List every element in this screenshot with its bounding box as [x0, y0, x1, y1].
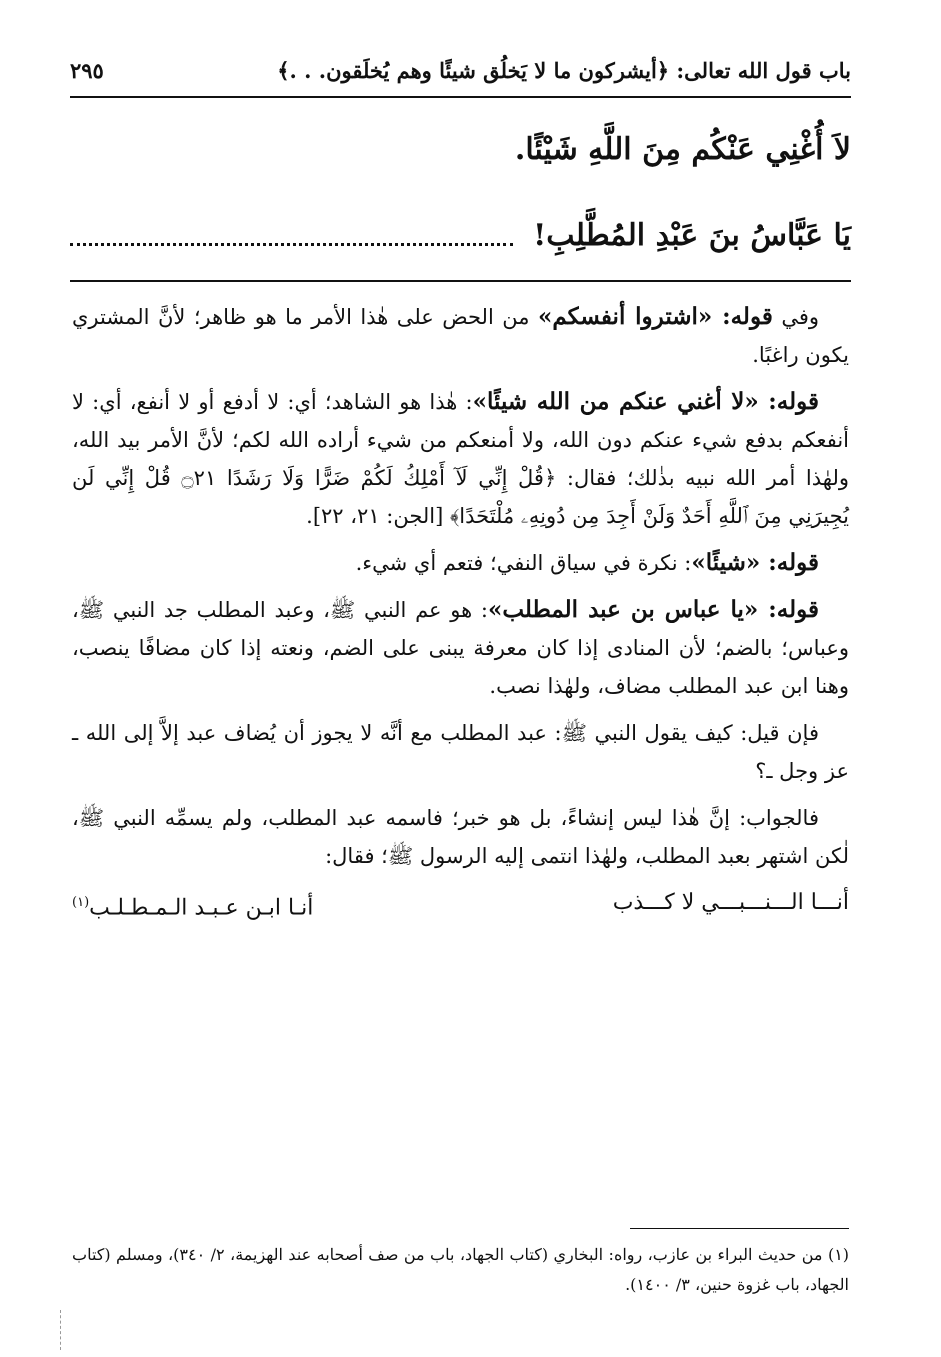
footnote-number: (١): [827, 1245, 850, 1264]
p2-text: : هٰذا هو الشاهد؛ أي: لا أدفع أو لا أنفع، أي: لا أنفعكم بدفع شيء عنكم دون الله، ولا أمنعكم من شيء أراده الله لكم؛ لأنَّ الأمر بيد الله، ولهٰذا أمر الله نبيه بذٰلك؛ فقال:: [72, 390, 849, 490]
p4-text: : هو عم النبي ﷺ، وعبد المطلب جد النبي ﷺ، وعباس؛ بالضم؛ لأن المنادى إذا كان معرفة يبنى على الضم، ونعته إذا كان مضافًا ينصب، وهنا ابن عبد المطلب مضاف، ولهٰذا نصب.: [72, 598, 849, 698]
paragraph-5: فإن قيل: كيف يقول النبي ﷺ: عبد المطلب مع أنَّه لا يجوز أن يُضاف عبد إلاَّ إلى الله ـ عز وجل ـ؟: [72, 721, 849, 783]
matn-line-1: لاَ أُغْنِي عَنْكُم مِنَ اللَّهِ شَيْئًا.: [514, 132, 851, 167]
commentary: [72, 298, 849, 927]
running-header: [70, 50, 851, 90]
header-divider: [70, 96, 851, 98]
p4-keyword: قوله: «يا عباس بن عبد المطلب»: [487, 596, 820, 623]
p3-text: : نكرة في سياق النفي؛ فتعم أي شيء.: [355, 551, 692, 575]
paragraph-4: [72, 591, 849, 705]
paragraph-2: [72, 383, 849, 535]
matn-line-2: [70, 218, 851, 253]
poem-hemistich-left: [72, 884, 313, 927]
p1-lead: وفي: [781, 305, 819, 329]
paragraph-3: [72, 544, 849, 582]
quran-verse: ﴿قُلْ إِنِّي لَآ أَمْلِكُ لَكُمْ ضَرًّا وَلَا رَشَدًا ۝٢١ قُلْ إِنِّي لَن يُجِيرَنِي مِنَ ٱللَّهِ أَحَدٌ وَلَنْ أَجِدَ مِن دُونِهِۦ مُلْتَحَدًا﴾ [الجن: ٢١، ٢٢].: [72, 466, 849, 528]
poem-left-text: أنـا ابـن عـبـد الـمـطـلـب: [89, 895, 314, 921]
scan-edge-mark: [60, 1310, 62, 1350]
footnotes: [72, 1240, 849, 1300]
p1-keyword: قوله: «اشتروا أنفسكم»: [538, 303, 773, 330]
p3-keyword: قوله: «شيئًا»: [691, 549, 819, 576]
p2-keyword: قوله: «لا أغني عنكم من الله شيئًا»: [472, 388, 819, 415]
dotted-leader: [70, 225, 513, 246]
p1-text: من الحض على هٰذا الأمر ما هو ظاهر؛ لأنَّ المشتري يكون راغبًا.: [72, 305, 849, 367]
matn-line-2-text: يَا عَبَّاسُ بنَ عَبْدِ المُطَّلِبِ!: [533, 218, 851, 253]
paragraph-1: [72, 298, 849, 374]
running-title: باب قول الله تعالى: ﴿أيشركون ما لا يَخلُق شيئًا وهم يُخلَقون. . .﴾: [277, 57, 851, 83]
page-number: ٢٩٥: [70, 57, 104, 83]
poem-line: [72, 884, 849, 927]
matn-divider: [70, 280, 851, 282]
footnote-ref: (١): [72, 895, 90, 910]
footnote-text: من حديث البراء بن عازب، رواه: البخاري (كتاب الجهاد، باب من صف أصحابه عند الهزيمة، ٢/ ٣٤٠)، ومسلم (كتاب الجهاد، باب غزوة حنين، ٣/ ١٤٠٠).: [72, 1245, 849, 1294]
paragraph-6: فالجواب: إنَّ هٰذا ليس إنشاءً، بل هو خبر؛ فاسمه عبد المطلب، ولم يسمِّه النبي ﷺ، لٰكن اشتهر بعبد المطلب، ولهٰذا انتمى إليه الرسول ﷺ؛ فقال:: [72, 806, 849, 868]
footnote-divider: [630, 1228, 849, 1229]
poem-hemistich-right: أنـــا الـــنـــبـــي لا كـــذب: [612, 890, 849, 915]
